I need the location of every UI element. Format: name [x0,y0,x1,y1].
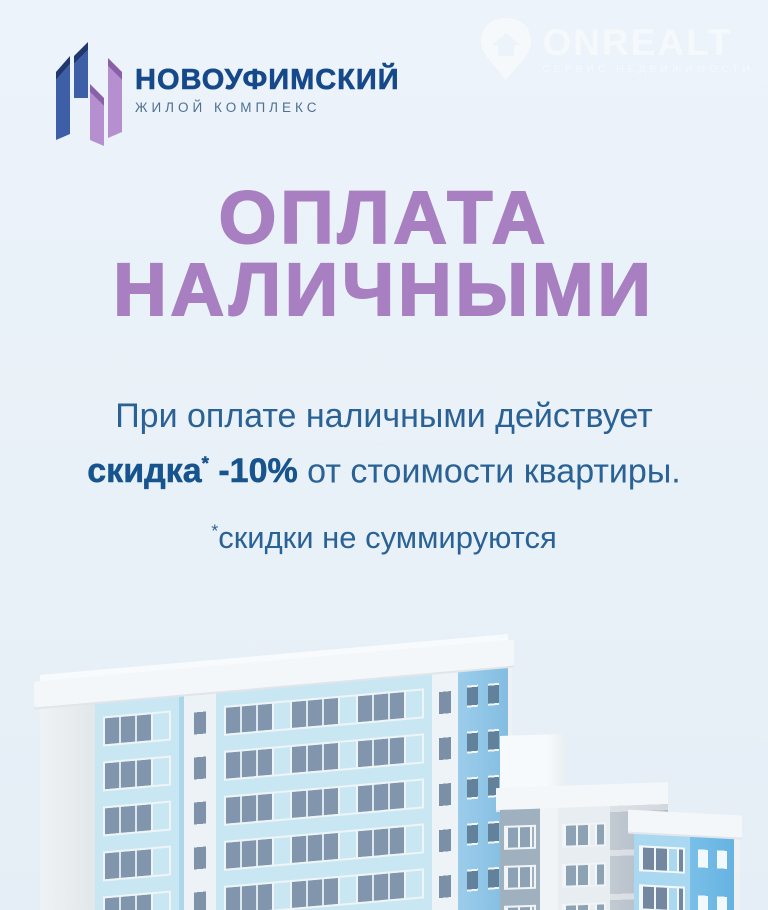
house-pin-icon [479,16,533,82]
headline-line2: НАЛИЧНЫМИ [113,248,655,331]
watermark-tagline: СЕРВИС НЕДВИЖИМОСТИ [542,63,754,75]
right-tower-blue-wall [690,835,740,910]
offer-discount: скидка* -10% [87,452,298,491]
watermark-text [542,21,754,75]
watermark [479,16,754,82]
roof-penthouse [500,734,566,792]
facade-section [216,673,432,910]
balcony-stack [558,806,610,910]
logo [56,42,400,146]
tower-facade [95,673,432,910]
window-row [103,891,171,910]
offer-line2 [0,440,768,495]
window-row [562,862,606,888]
offer-rest: от стоимости квартиры. [297,452,681,491]
logo-text [135,42,400,115]
window-row [103,846,171,882]
window-row [562,822,606,848]
side-wall-windows [717,836,727,910]
wing-white-column [540,808,558,910]
headline [0,176,768,331]
footnote-text: скидки не суммируются [218,520,557,555]
side-wall-windows [467,669,478,910]
window-row [224,688,424,735]
window-row [224,778,424,825]
offer-text [0,393,768,495]
right-tower-bay [634,832,690,910]
facade-section [95,695,179,910]
right-tower [634,810,740,910]
window-row [103,756,171,792]
facade-middle-column [179,692,216,910]
window-row [103,711,171,747]
side-wall-windows [698,835,708,910]
window-row [562,902,606,910]
window-row [639,884,685,910]
logo-h-icon [56,42,122,146]
window-row [224,733,424,780]
tower-left-wall [40,700,95,910]
asterisk-mark: * [201,453,209,474]
logo-title: НОВОУФИМСКИЙ [135,64,400,96]
balcony-stack [500,809,540,910]
main-tower [40,640,512,910]
watermark-brand: ONREALT [542,21,733,63]
asterisk-mark: * [211,520,219,541]
window-row [103,801,171,837]
window-row [224,823,424,870]
window-row [639,845,685,873]
window-row [504,905,536,910]
headline-line1: ОПЛАТА [218,176,550,259]
logo-subtitle: ЖИЛОЙ КОМПЛЕКС [135,100,321,115]
facade-right-column [432,670,458,910]
window-row [504,865,536,890]
footnote [0,520,768,556]
offer-line1: При оплате наличными действует [115,397,653,435]
window-row [504,825,536,850]
window-row [224,868,424,910]
